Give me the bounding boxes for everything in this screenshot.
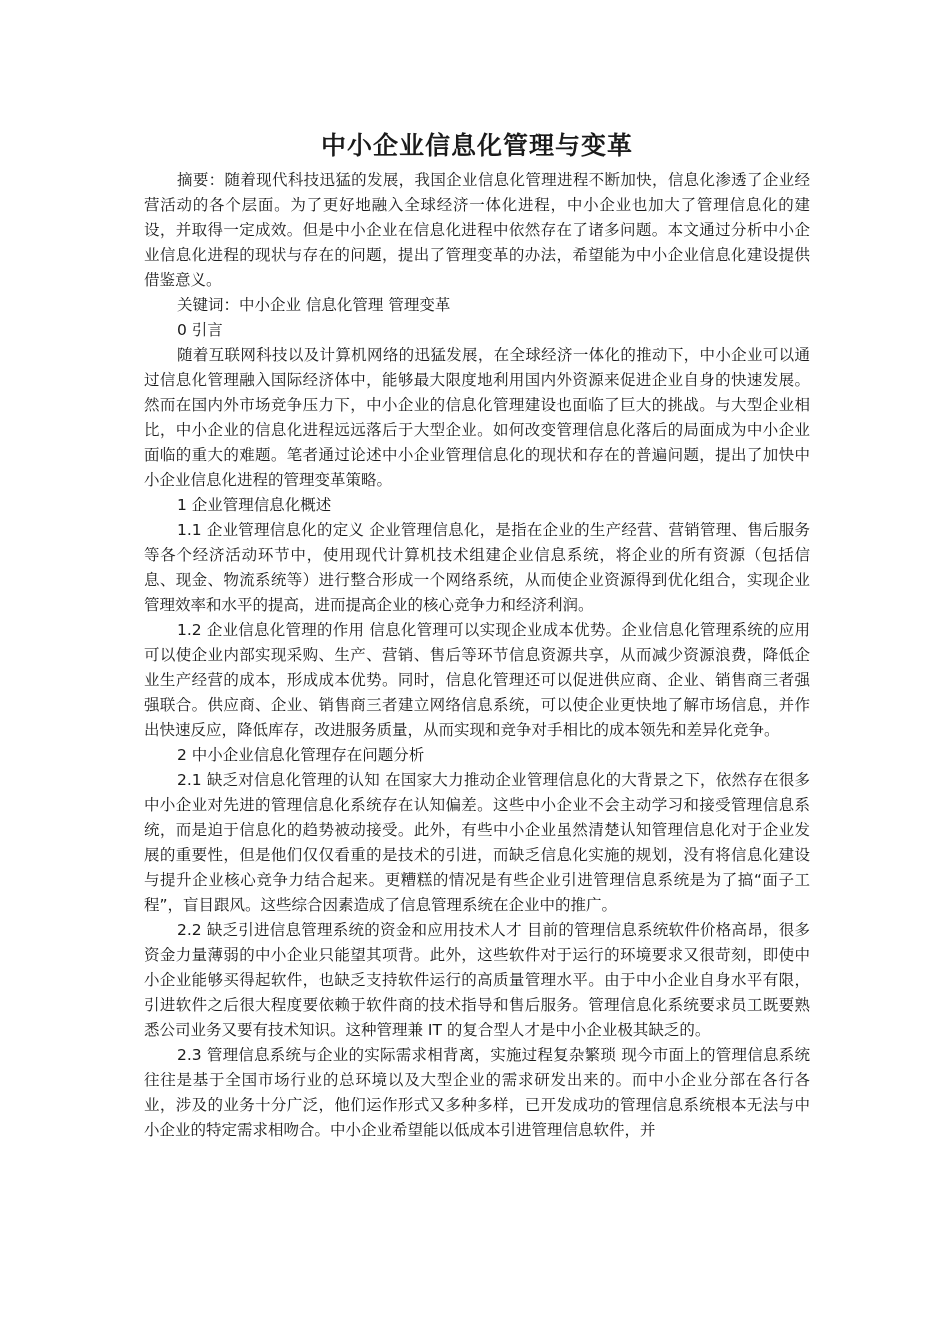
subsection-2-3-paragraph: 2.3 管理信息系统与企业的实际需求相背离，实施过程复杂繁琐 现今市面上的管理信息系统往往是基于全国市场行业的总环境以及大型企业的需求研发出来的。而中小企业分部在各行各业，涉及的业务十分广泛，他们运作形式又多种多样，已开发成功的管理信息系统根本无法与中小企业的特定需求相吻合。中小企业希望能以低成本引进管理信息软件，并 (144, 1046, 810, 1139)
subsection-2-1-paragraph: 2.1 缺乏对信息化管理的认知 在国家大力推动企业管理信息化的大背景之下，依然存在很多中小企业对先进的管理信息化系统存在认知偏差。这些中小企业不会主动学习和接受管理信息系统，而是迫于信息化的趋势被动接受。此外，有些中小企业虽然清楚认知管理信息化对于企业发展的重要性，但是他们仅仅看重的是技术的引进，而缺乏信息化实施的规划，没有将信息化建设与提升企业核心竞争力结合起来。更糟糕的情况是有些企业引进管理信息系统是为了搞“面子工程”，盲目跟风。这些综合因素造成了信息管理系统在企业中的推广。 (144, 771, 810, 914)
abstract-paragraph: 摘要：随着现代科技迅猛的发展，我国企业信息化管理进程不断加快，信息化渗透了企业经营活动的各个层面。为了更好地融入全球经济一体化进程，中小企业也加大了管理信息化的建设，并取得一定成效。但是中小企业在信息化进程中依然存在了诸多问题。本文通过分析中小企业信息化进程的现状与存在的问题，提出了管理变革的办法，希望能为中小企业信息化建设提供借鉴意义。 (144, 171, 810, 289)
introduction-paragraph: 随着互联网科技以及计算机网络的迅猛发展，在全球经济一体化的推动下，中小企业可以通过信息化管理融入国际经济体中，能够最大限度地利用国内外资源来促进企业自身的快速发展。然而在国内外市场竞争压力下，中小企业的信息化管理建设也面临了巨大的挑战。与大型企业相比，中小企业的信息化进程远远落后于大型企业。如何改变管理信息化落后的局面成为中小企业面临的重大的难题。笔者通过论述中小企业管理信息化的现状和存在的普遍问题，提出了加快中小企业信息化进程的管理变革策略。 (144, 346, 810, 489)
keywords-line: 关键词：中小企业 信息化管理 管理变革 (177, 296, 451, 314)
section-heading-2: 2 中小企业信息化管理存在问题分析 (177, 746, 425, 764)
document-title: 中小企业信息化管理与变革 (320, 131, 633, 160)
section-heading-1: 1 企业管理信息化概述 (177, 496, 332, 514)
subsection-1-2-paragraph: 1.2 企业信息化管理的作用 信息化管理可以实现企业成本优势。企业信息化管理系统的应用可以使企业内部实现采购、生产、营销、售后等环节信息资源共享，从而减少资源浪费，降低企业生产经营的成本，形成成本优势。同时，信息化管理还可以促进供应商、企业、销售商三者强强联合。供应商、企业、销售商三者建立网络信息系统，可以使企业更快地了解市场信息，并作出快速反应，降低库存，改进服务质量，从而实现和竞争对手相比的成本领先和差异化竞争。 (144, 621, 810, 739)
subsection-2-2-paragraph: 2.2 缺乏引进信息管理系统的资金和应用技术人才 目前的管理信息系统软件价格高昂，很多资金力量薄弱的中小企业只能望其项背。此外，这些软件对于运行的环境要求又很苛刻，即使中小企业能够买得起软件，也缺乏支持软件运行的高质量管理水平。由于中小企业自身水平有限，引进软件之后很大程度要依赖于软件商的技术指导和售后服务。管理信息化系统要求员工既要熟悉公司业务又要有技术知识。这种管理兼 IT 的复合型人才是中小企业极其缺乏的。 (144, 921, 810, 1039)
document-page (144, 128, 810, 1143)
subsection-1-1-paragraph: 1.1 企业管理信息化的定义 企业管理信息化，是指在企业的生产经营、营销管理、售后服务等各个经济活动环节中，使用现代计算机技术组建企业信息系统，将企业的所有资源（包括信息、现金、物流系统等）进行整合形成一个网络系统，从而使企业资源得到优化组合，实现企业管理效率和水平的提高，进而提高企业的核心竞争力和经济利润。 (144, 521, 810, 614)
section-heading-introduction: 0 引言 (177, 321, 223, 339)
